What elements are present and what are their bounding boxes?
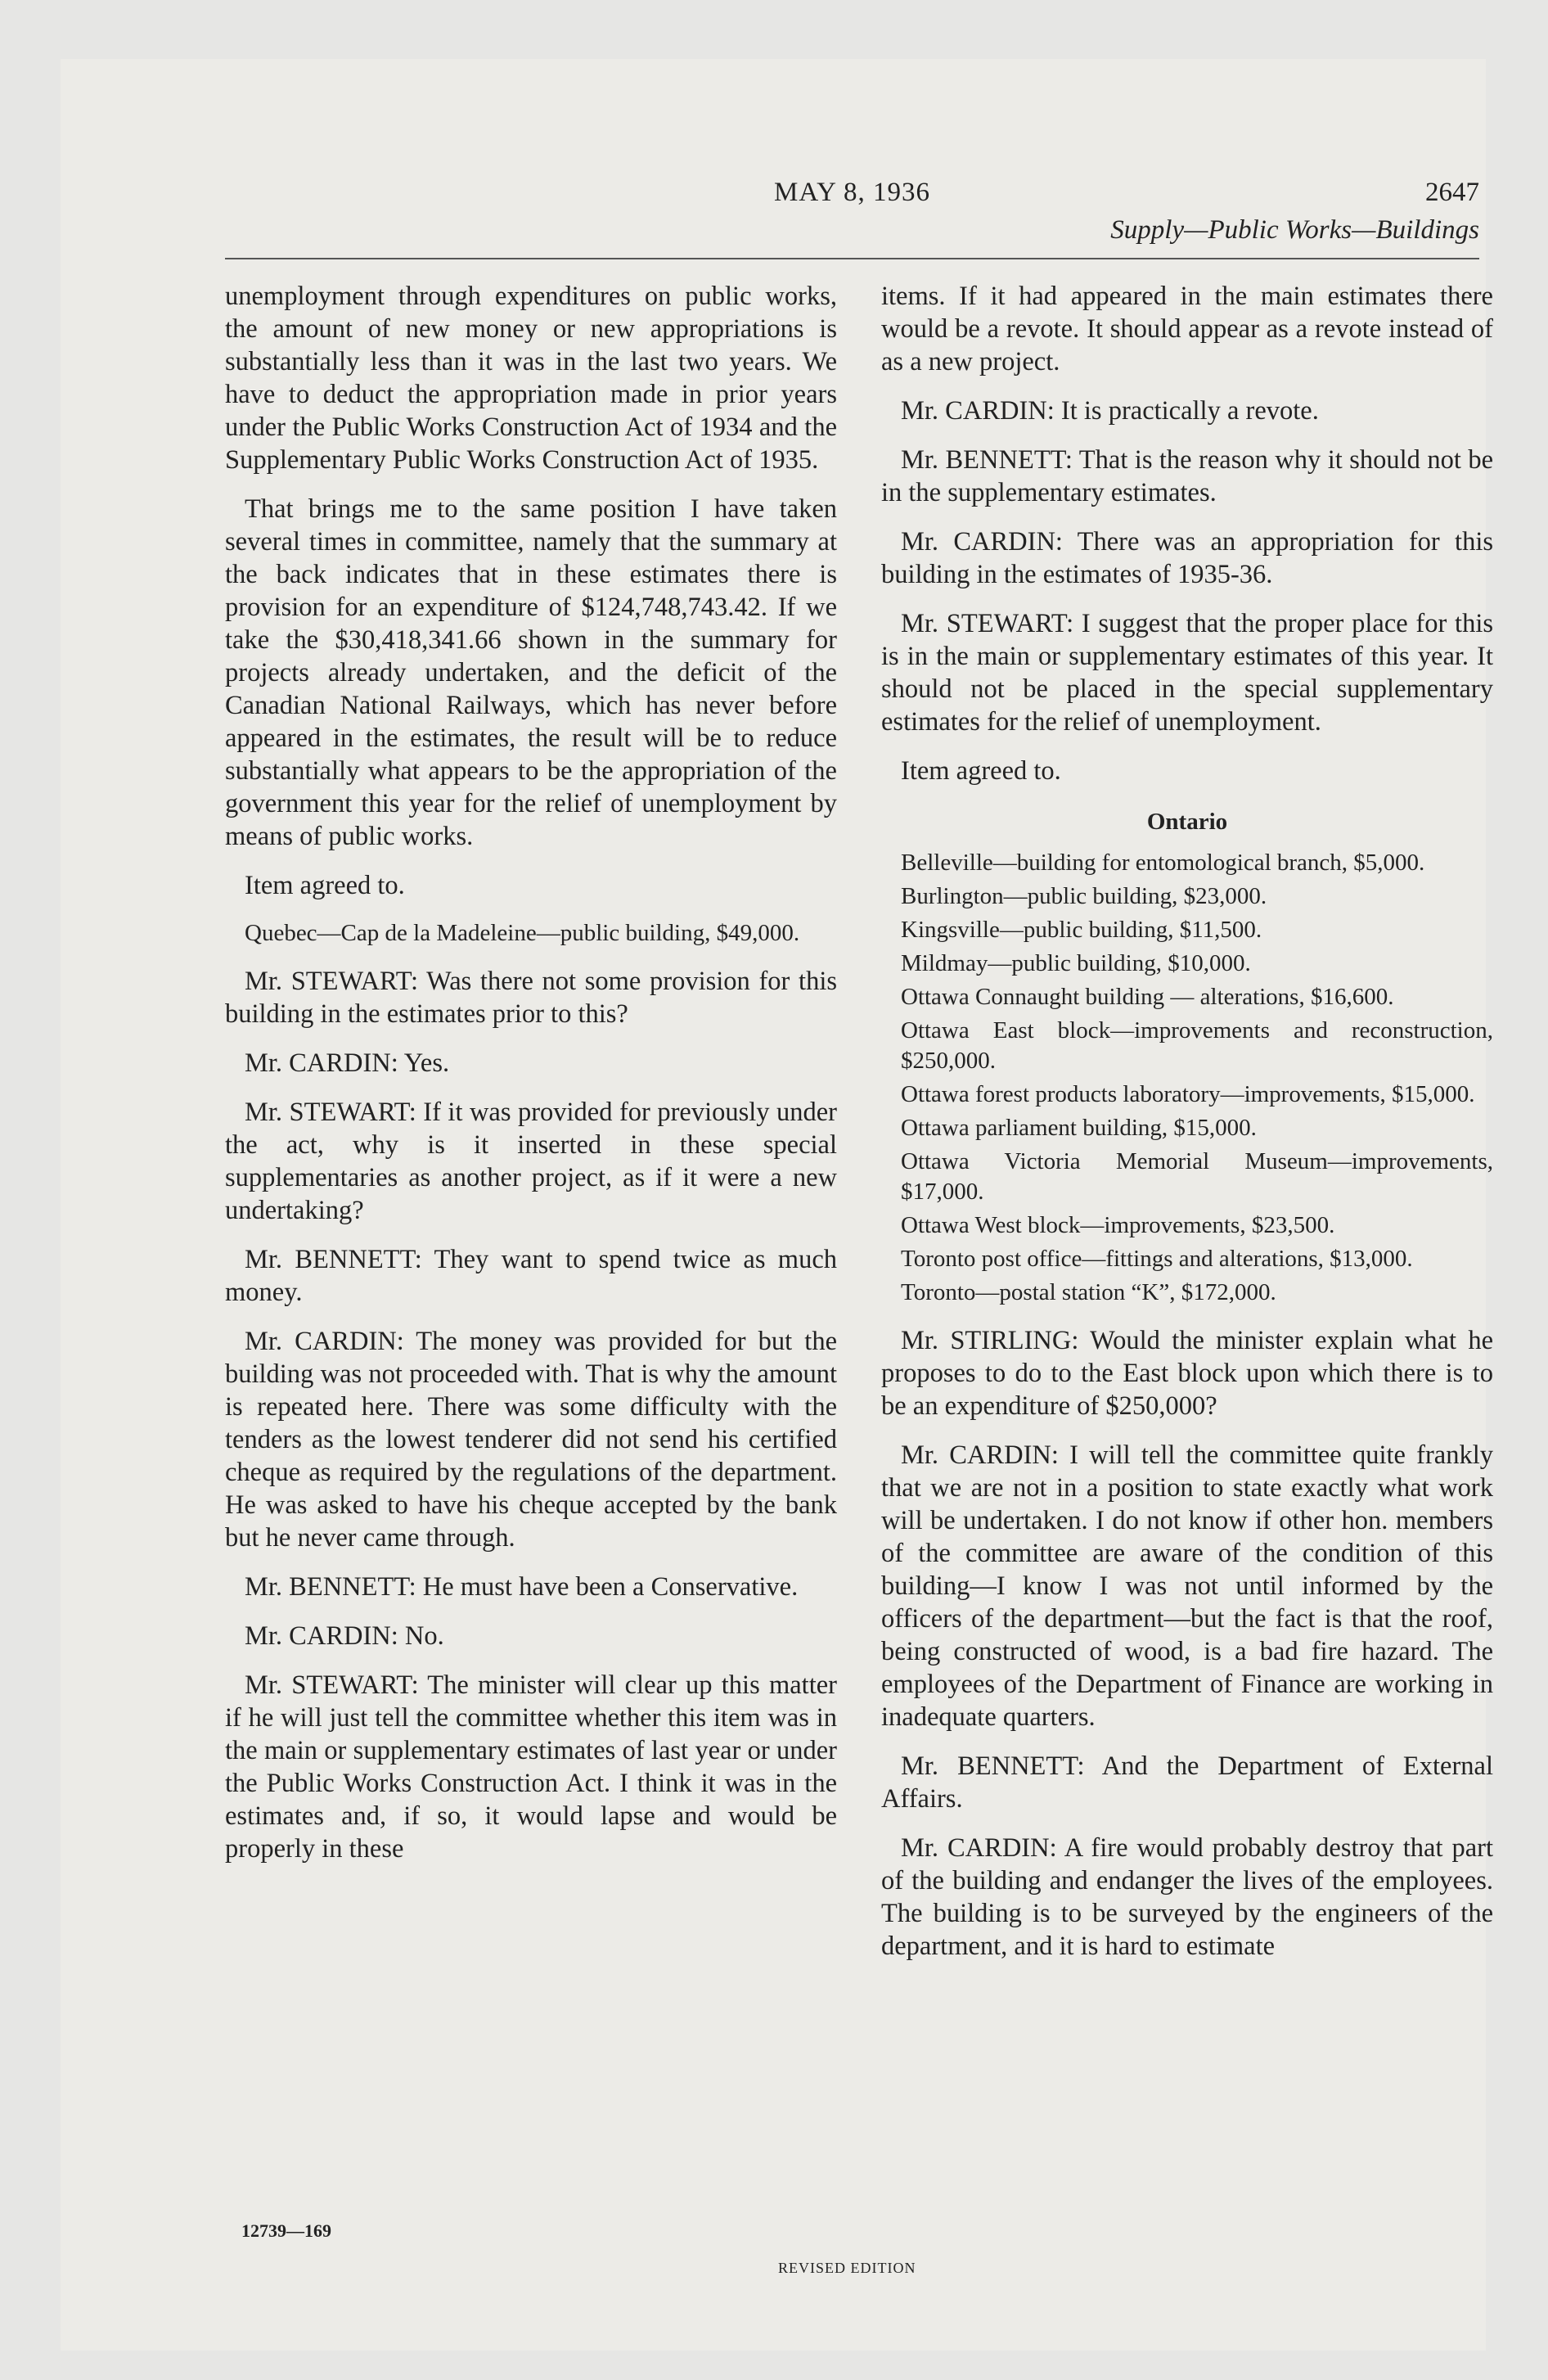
- paragraph: Mr. STEWART: The minister will clear up this matter if he will just tell the committee whether this item was in the main or supplementary estimates of last year or under the Public Works Construction Act. I think it was in the estimates and, if so, it would lapse and would be properly in these: [225, 1670, 837, 1864]
- hansard-page: [225, 171, 1493, 2300]
- estimate-item: Ottawa West block—improvements, $23,500.: [901, 1212, 1335, 1238]
- estimate-item: Ottawa Connaught building — alterations, $16,600.: [901, 984, 1394, 1010]
- paragraph: Mr. BENNETT: He must have been a Conservative.: [245, 1572, 799, 1602]
- paragraph: Mr. STIRLING: Would the minister explain what he proposes to do to the East block upon which there is to be an expenditure of $250,000?: [881, 1326, 1493, 1421]
- paragraph: Mr. BENNETT: And the Department of External Affairs.: [881, 1751, 1493, 1814]
- paragraph: Mr. CARDIN: A fire would probably destroy that part of the building and endanger the lives of the employees. The building is to be surveyed by the engineers of the department, and it is hard to estimate: [881, 1833, 1493, 1961]
- page-number: 2647: [1425, 178, 1479, 207]
- page-date: MAY 8, 1936: [773, 178, 930, 207]
- edition-label: REVISED EDITION: [778, 2260, 916, 2276]
- paragraph: Mr. CARDIN: I will tell the committee quite frankly that we are not in a position to state exactly what work will be undertaken. I do not know if other hon. members of the committee are aware of the condition of this building—I know I was not until informed by the officers of the department—but the fact is that the roof, being constructed of wood, is a bad fire hazard. The employees of the Department of Finance are working in inadequate quarters.: [881, 1440, 1493, 1732]
- paragraph: Mr. CARDIN: It is practically a revote.: [901, 396, 1319, 426]
- estimate-item: Ottawa parliament building, $15,000.: [901, 1115, 1257, 1141]
- paragraph: Mr. STEWART: Was there not some provision for this building in the estimates prior to this?: [225, 967, 837, 1029]
- estimate-item: Ottawa East block—improvements and reconstruction, $250,000.: [901, 1017, 1493, 1074]
- paragraph: items. If it had appeared in the main estimates there would be a revote. It should appear as a revote instead of as a new project.: [881, 282, 1493, 376]
- estimate-item: Ottawa Victoria Memorial Museum—improvements, $17,000.: [901, 1148, 1493, 1205]
- paragraph: Item agreed to.: [901, 756, 1061, 786]
- paragraph: Mr. STEWART: If it was provided for previously under the act, why is it inserted in these special supplementaries as another project, as if it were a new undertaking?: [225, 1098, 837, 1225]
- printer-code: 12739—169: [241, 2220, 331, 2241]
- page-header: [225, 171, 1479, 259]
- paragraph: Mr. STEWART: I suggest that the proper place for this is in the main or supplementary estimates of this year. It should not be placed in the special supplementary estimates for the relief of unemployment.: [881, 609, 1493, 737]
- paragraph: Item agreed to.: [245, 871, 405, 900]
- left-column: [225, 280, 837, 1882]
- estimate-item: Toronto post office—fittings and alterations, $13,000.: [901, 1246, 1413, 1272]
- estimate-item: Quebec—Cap de la Madeleine—public building, $49,000.: [245, 920, 800, 946]
- paragraph: Mr. CARDIN: Yes.: [245, 1048, 450, 1078]
- page-subject: Supply—Public Works—Buildings: [1110, 215, 1479, 245]
- estimate-item: Ottawa forest products laboratory—improvements, $15,000.: [901, 1081, 1475, 1107]
- estimate-item: Mildmay—public building, $10,000.: [901, 950, 1251, 976]
- paragraph: Mr. CARDIN: There was an appropriation for this building in the estimates of 1935-36.: [881, 527, 1493, 589]
- right-column: [881, 280, 1493, 1979]
- paragraph: Mr. CARDIN: The money was provided for but the building was not proceeded with. That is why the amount is repeated here. There was some difficulty with the tenders as the lowest tenderer did not send his certified cheque as required by the regulations of the department. He was asked to have his cheque accepted by the bank but he never came through.: [225, 1327, 837, 1553]
- section-heading: Ontario: [1146, 809, 1228, 835]
- paragraph: That brings me to the same position I have taken several times in committee, namely that the summary at the back indicates that in these estimates there is provision for an expenditure of $124,748,743.42. If we take the $30,418,341.66 shown in the summary for projects already undertaken, and the deficit of the Canadian National Railways, which has never before appeared in the estimates, the result will be to reduce substantially what appears to be the appropriation of the government this year for the relief of unemployment by means of public works.: [225, 494, 837, 851]
- estimate-item: Belleville—building for entomological branch, $5,000.: [901, 850, 1425, 876]
- scanned-sheet: [61, 59, 1493, 2351]
- paragraph: Mr. BENNETT: They want to spend twice as much money.: [225, 1245, 837, 1307]
- paragraph: Mr. CARDIN: No.: [245, 1621, 444, 1651]
- paragraph: Mr. BENNETT: That is the reason why it should not be in the supplementary estimates.: [881, 445, 1493, 507]
- header-rule: [225, 258, 1479, 259]
- estimate-item: Kingsville—public building, $11,500.: [901, 917, 1262, 943]
- estimate-item: Toronto—postal station “K”, $172,000.: [901, 1279, 1276, 1305]
- estimate-item: Burlington—public building, $23,000.: [901, 883, 1267, 909]
- paragraph: unemployment through expenditures on public works, the amount of new money or new appropriations is substantially less than it was in the last two years. We have to deduct the appropriation made in prior years under the Public Works Construction Act of 1934 and the Supplementary Public Works Construction Act of 1935.: [225, 282, 837, 475]
